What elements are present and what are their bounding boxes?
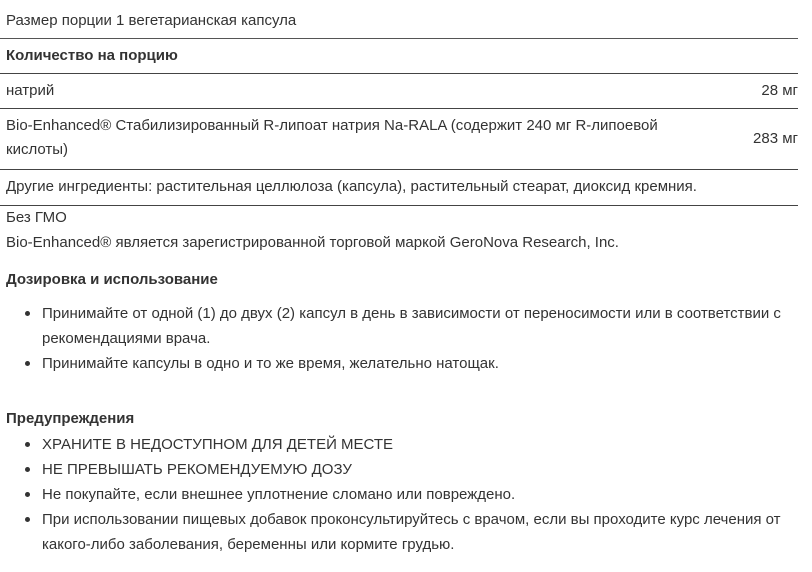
divider (0, 108, 798, 109)
bullet-icon (25, 442, 30, 447)
divider (0, 169, 798, 170)
bullet-icon (25, 517, 30, 522)
list-item (24, 432, 784, 457)
serving-size: Размер порции 1 вегетарианская капсула (6, 12, 297, 29)
warnings-title: Предупреждения (6, 410, 135, 427)
dosage-item-text: Принимайте капсулы в одно и то же время, желательно натощак. (42, 355, 499, 372)
list-item (24, 351, 784, 376)
non-gmo-note: Без ГМО (6, 209, 67, 226)
dosage-title: Дозировка и использование (6, 271, 218, 288)
list-item (24, 457, 784, 482)
dosage-list (24, 301, 784, 376)
bullet-icon (25, 361, 30, 366)
divider (0, 38, 798, 39)
amount-per-serving-header: Количество на порцию (6, 47, 178, 64)
other-ingredients: Другие ингредиенты: растительная целлюлоза (капсула), растительный стеарат, диоксид кремния. (6, 178, 697, 195)
divider (0, 205, 798, 206)
dosage-item-text: Принимайте от одной (1) до двух (2) капсул в день в зависимости от переносимости или в соответствии с рекомендациями врача. (42, 305, 781, 347)
list-item (24, 507, 784, 557)
nutrient-name: Bio-Enhanced® Стабилизированный R-липоат натрия Na-RALA (содержит 240 мг R-липоевой кислоты) (6, 117, 658, 158)
bullet-icon (25, 492, 30, 497)
warning-item-text: При использовании пищевых добавок проконсультируйтесь с врачом, если вы проходите курс лечения от какого-либо заболевания, беременны или кормите грудью. (42, 511, 781, 553)
nutrient-name: натрий (6, 82, 55, 99)
trademark-note: Bio-Enhanced® является зарегистрированной торговой маркой GeroNova Research, Inc. (6, 234, 619, 251)
bullet-icon (25, 311, 30, 316)
list-item (24, 482, 784, 507)
warning-item-text: НЕ ПРЕВЫШАТЬ РЕКОМЕНДУЕМУЮ ДОЗУ (42, 461, 352, 478)
list-item (24, 301, 784, 351)
warning-item-text: ХРАНИТЕ В НЕДОСТУПНОМ ДЛЯ ДЕТЕЙ МЕСТЕ (42, 436, 394, 453)
bullet-icon (25, 467, 30, 472)
nutrient-amount: 28 мг (761, 82, 798, 99)
warnings-list (24, 432, 784, 557)
warning-item-text: Не покупайте, если внешнее уплотнение сломано или повреждено. (42, 486, 516, 503)
nutrient-amount: 283 мг (753, 130, 798, 147)
divider (0, 73, 798, 74)
